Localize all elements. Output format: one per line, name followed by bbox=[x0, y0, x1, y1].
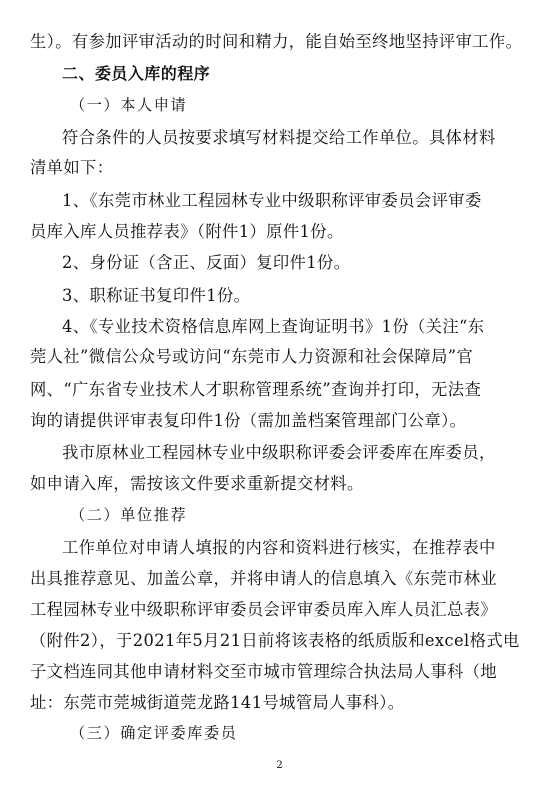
list-item-line: 4、《专业技术资格信息库网上查询证明书》1份（关注“东 bbox=[62, 317, 485, 336]
paragraph-line: 工作单位对申请人填报的内容和资料进行核实，在推荐表中 bbox=[62, 538, 496, 557]
list-item-line: 2、身份证（含正、反面）复印件1份。 bbox=[62, 253, 351, 272]
section-heading: 二、委员入库的程序 bbox=[62, 64, 211, 83]
paragraph-line: 工程园林专业中级职称评审委员会评审委员库入库人员汇总表》 bbox=[30, 600, 498, 619]
list-item-line: 网、“广东省专业技术人才职称管理系统”查询并打印，无法查 bbox=[30, 380, 482, 399]
subsection-heading: （二）单位推荐 bbox=[70, 506, 188, 524]
list-item-line: 询的请提供评审表复印件1份（需加盖档案管理部门公章）。 bbox=[30, 411, 467, 430]
page-number: 2 bbox=[276, 760, 283, 771]
paragraph-line: 清单如下： bbox=[30, 158, 114, 177]
paragraph-line: 出具推荐意见、加盖公章，并将申请人的信息填入《东莞市林业 bbox=[30, 569, 498, 588]
paragraph-line: （附件2），于2021年5月21日前将该表格的纸质版和excel格式电 bbox=[30, 631, 520, 650]
list-item-line: 3、职称证书复印件1份。 bbox=[62, 286, 251, 305]
list-item-line: 员库入库人员推荐表》（附件1）原件1份。 bbox=[30, 222, 344, 241]
paragraph-line: 址：东莞市莞城街道莞龙路141号城管局人事科）。 bbox=[30, 693, 405, 712]
paragraph-line: 我市原林业工程园林专业中级职称评委会评委库在库委员， bbox=[62, 443, 496, 462]
paragraph-line: 如申请入库，需按该文件要求重新提交材料。 bbox=[30, 474, 364, 493]
subsection-heading: （一）本人申请 bbox=[70, 96, 188, 114]
paragraph-line: 生）。有参加评审活动的时间和精力，能自始至终地坚持评审工作。 bbox=[30, 32, 523, 51]
list-item-line: 1、《东莞市林业工程园林专业中级职称评审委员会评审委 bbox=[62, 191, 482, 210]
subsection-heading: （三）确定评委库委员 bbox=[70, 724, 238, 742]
paragraph-line: 子文档连同其他申请材料交至市城市管理综合执法局人事科（地 bbox=[30, 662, 498, 681]
paragraph-line: 符合条件的人员按要求填写材料提交给工作单位。具体材料 bbox=[62, 128, 496, 147]
list-item-line: 莞人社”微信公众号或访问“东莞市人力资源和社会保障局”官 bbox=[30, 347, 474, 366]
